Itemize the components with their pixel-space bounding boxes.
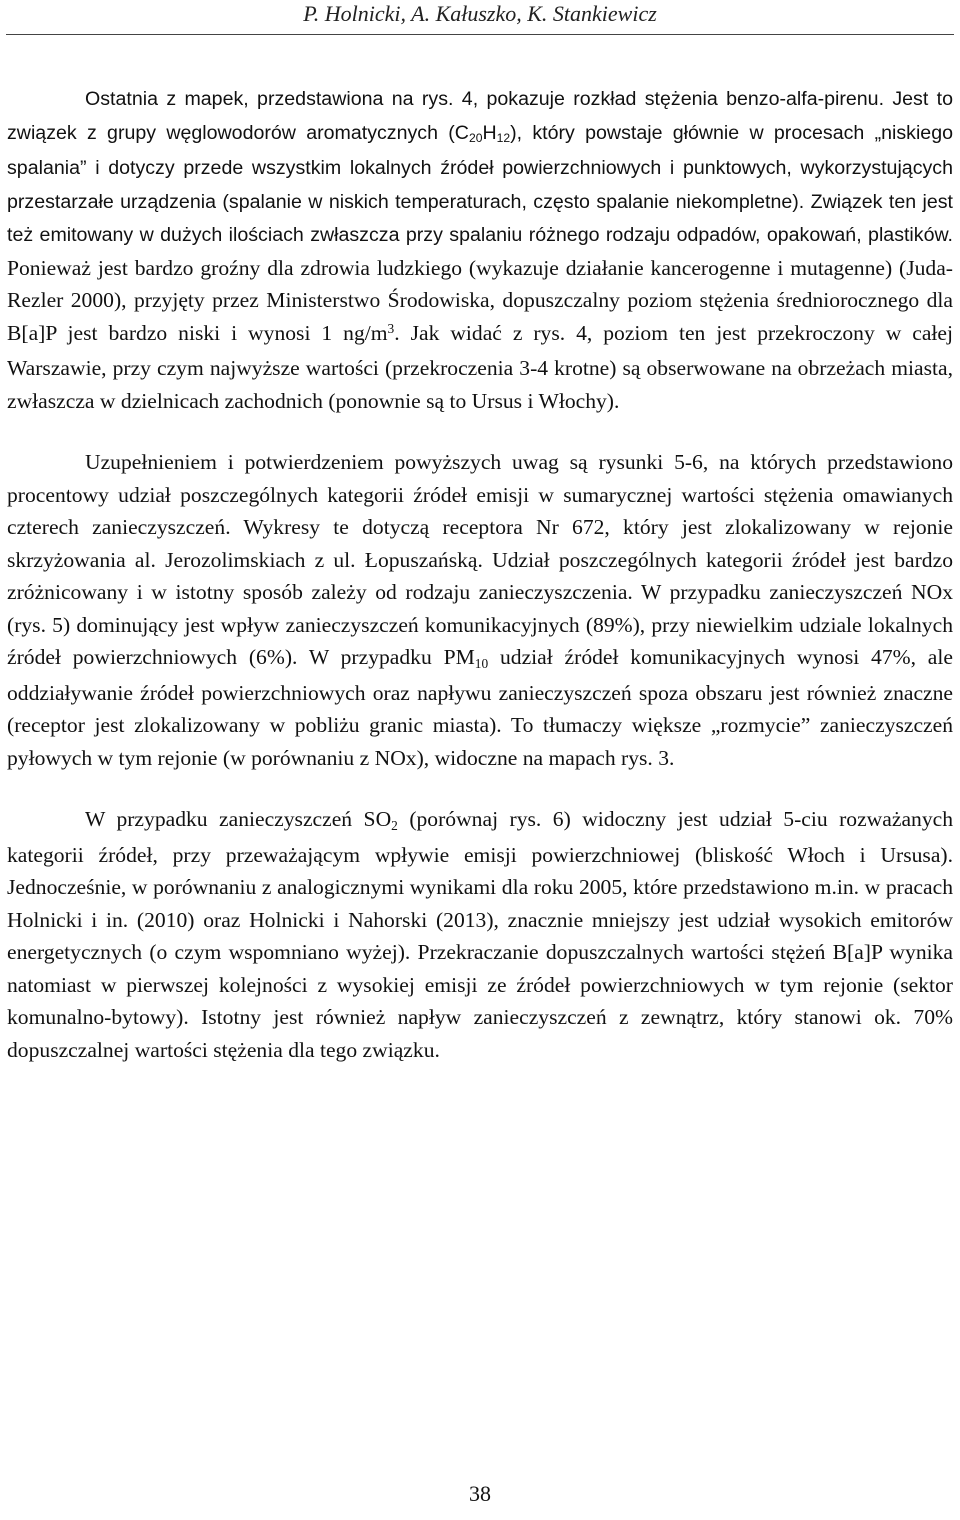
paragraph-1-sans-part: Ostatnia z mapek, przedstawiona na rys. 4, pokazuje rozkład stężenia benzo-alfa-pirenu. Jest to związek z grupy węglowodorów aromatycznych $(C_{20}H_{12})$, który powstaje głównie w procesach „niskiego spalania” i dotyczy przede wszystkim lokalnych źródeł powierzchniowych i punktowych, wykorzystujących przestarzałe urządzenia (spalanie w niskich temperaturach, często spalanie niekompletne). Związek ten jest też emitowany w dużych ilościach zwłaszcza przy spalaniu różnego rodzaju odpadów, opakowań, plastików.: [7, 88, 953, 246]
page-number: 38: [469, 1481, 491, 1506]
running-header: P. Holnicki, A. Kałuszko, K. Stankiewicz: [303, 1, 657, 26]
paragraph-benzo-a-pyrene: Ostatnia z mapek, przedstawiona na rys. 4, pokazuje rozkład stężenia benzo-alfa-pirenu. Jest to związek z grupy węglowodorów aromatycznych $(C_{20}H_{12})$, który powstaje głównie w procesach „niskiego spalania” i dotyczy przede wszystkim lokalnych źródeł powierzchniowych i punktowych, wykorzystujących przestarzałe urządzenia (spalanie w niskich temperaturach, często spalanie niekompletne). Związek ten jest też emitowany w dużych ilościach zwłaszcza przy spalaniu różnego rodzaju odpadów, opakowań, plastików. Ponieważ jest bardzo groźny dla zdrowia ludzkiego (wykazuje działanie kancerogenne i mutagenne) (Juda-Rezler 2000), przyjęty przez Ministerstwo Środowiska, dopuszczalny poziom stężenia średniorocznego dla B[a]P jest bardzo niski i wynosi 1 $ng/m^3$. Jak widać z rys. 4, poziom ten jest przekroczony w całej Warszawie, przy czym najwyższe wartości (przekroczenia 3-4 krotne) są obserwowane na obrzeżach miasta, zwłaszcza w dzielnicach zachodnich (ponownie są to Ursus i Włochy).: [7, 88, 953, 413]
paragraph-so2: W przypadku zanieczyszczeń $SO_2$ (porównaj rys. 6) widoczny jest udział 5-ciu rozważanych kategorii źródeł, przy przeważającym wpływie emisji powierzchniowej (bliskość Włoch i Ursusa). Jednocześnie, w porównaniu z analogicznymi wynikami dla roku 2005, które przedstawiono m.in. w pracach Holnicki i in. (2010) oraz Holnicki i Nahorski (2013), znacznie mniejszy jest udział wysokich emitorów energetycznych (o czym wspomniano wyżej). Przekraczanie dopuszczalnych wartości stężeń B[a]P wynika natomiast w pierwszej kolejności z wysokiej emisji ze źródeł powierzchniowych w tym rejonie (sektor komunalno-bytowy). Istotny jest również napływ zanieczyszczeń z zewnątrz, który stanowi ok. 70% dopuszczalnej wartości stężenia dla tego związku.: [7, 807, 953, 1062]
body-text: [7, 82, 953, 1095]
paragraph-source-categories: Uzupełnieniem i potwierdzeniem powyższych uwag są rysunki 5-6, na których przedstawiono procentowy udział poszczególnych kategorii źródeł emisji w sumarycznej wartości stężenia omawianych czterech zanieczyszczeń. Wykresy te dotyczą receptora Nr 672, który jest zlokalizowany w rejonie skrzyżowania al. Jerozolimskiach z ul. Łopuszańską. Udział poszczególnych kategorii źródeł jest bardzo zróżnicowany i w istotny sposób zależy od rodzaju zanieczyszczenia. W przypadku zanieczyszczeń NOx (rys. 5) dominujący jest wpływ zanieczyszczeń komunikacyjnych (89%), przy niewielkim udziale lokalnych źródeł powierzchniowych (6%). W przypadku $PM_{10}$ udział źródeł komunikacyjnych wynosi 47%, ale oddziaływanie źródeł powierzchniowych oraz napływu zanieczyszczeń spoza obszaru jest również znaczne (receptor jest zlokalizowany w pobliżu granic miasta). To tłumaczy większe „rozmycie” zanieczyszczeń pyłowych w tym rejonie (w porównaniu z NOx), widoczne na mapach rys. 3.: [7, 450, 953, 770]
header-rule: [6, 34, 954, 35]
